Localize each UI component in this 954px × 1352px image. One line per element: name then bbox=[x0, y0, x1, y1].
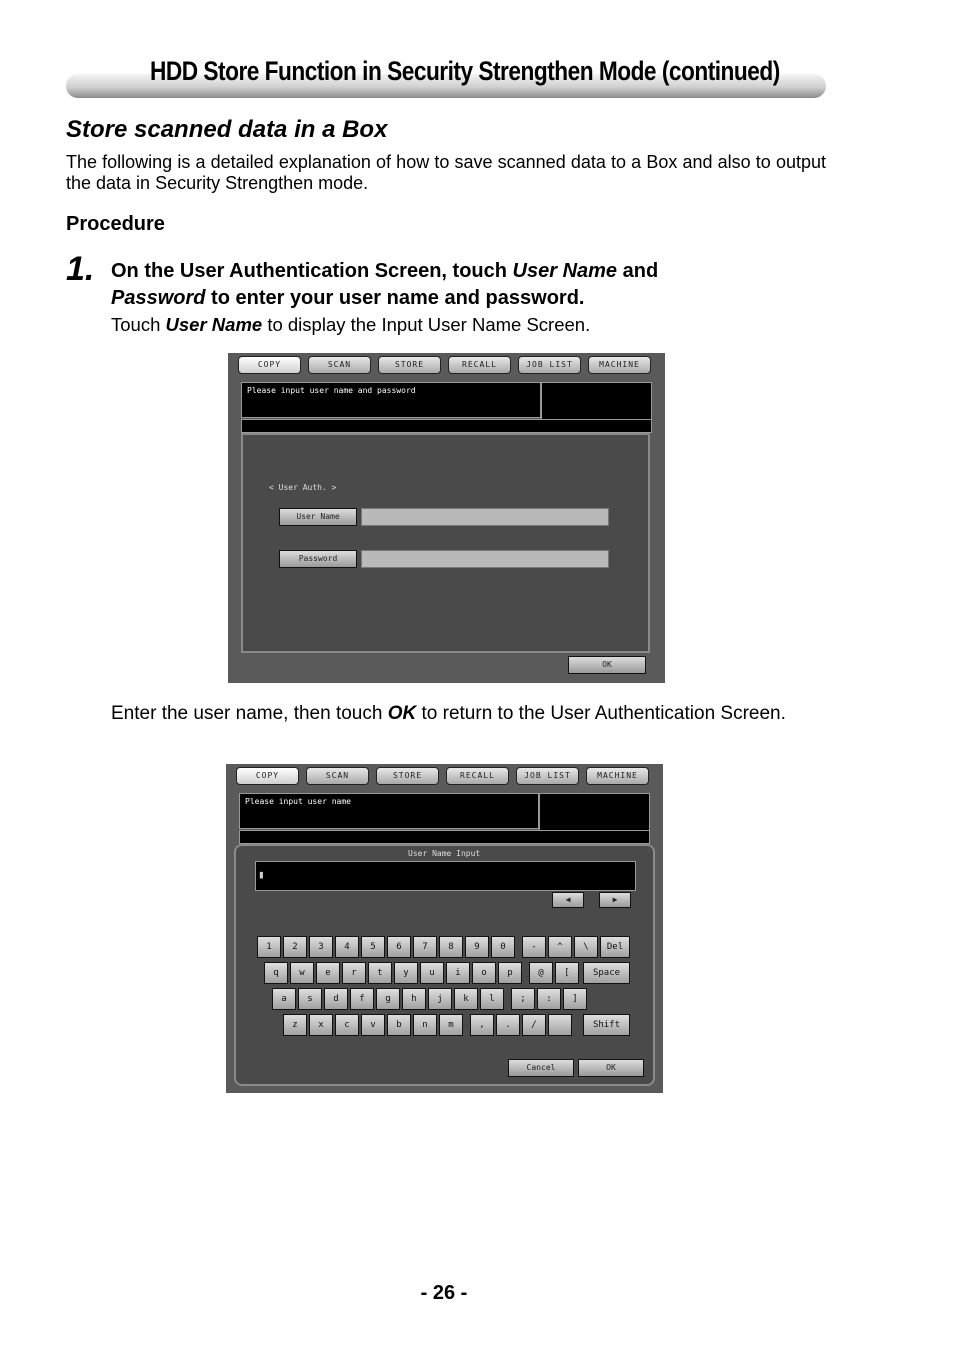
blank-key[interactable] bbox=[548, 1014, 572, 1036]
key[interactable]: r bbox=[342, 962, 366, 984]
password-button[interactable]: Password bbox=[279, 550, 357, 568]
user-name-field[interactable] bbox=[361, 508, 609, 526]
delete-key[interactable]: Del bbox=[600, 936, 630, 958]
key[interactable]: u bbox=[420, 962, 444, 984]
page-number: - 26 - bbox=[420, 1282, 468, 1304]
key[interactable]: l bbox=[480, 988, 504, 1010]
tab-bar-2 bbox=[230, 767, 659, 789]
sub-term-user-name: User Name bbox=[165, 314, 263, 335]
tab-machine[interactable]: MACHINE bbox=[586, 767, 649, 785]
tab-job-list[interactable]: JOB LIST bbox=[518, 356, 581, 374]
key[interactable]: f bbox=[350, 988, 374, 1010]
key[interactable]: : bbox=[537, 988, 561, 1010]
key[interactable]: 4 bbox=[335, 936, 359, 958]
cancel-button[interactable]: Cancel bbox=[508, 1059, 574, 1077]
key[interactable]: 5 bbox=[361, 936, 385, 958]
message-area: Please input user name and password bbox=[241, 382, 541, 418]
key[interactable]: s bbox=[298, 988, 322, 1010]
key[interactable]: , bbox=[470, 1014, 494, 1036]
message-area: Please input user name bbox=[239, 793, 539, 829]
key[interactable]: ^ bbox=[548, 936, 572, 958]
right-arrow-button[interactable]: ▶ bbox=[599, 892, 631, 908]
tab-recall[interactable]: RECALL bbox=[446, 767, 509, 785]
step-subtext bbox=[111, 314, 590, 336]
key[interactable]: q bbox=[264, 962, 288, 984]
key[interactable]: c bbox=[335, 1014, 359, 1036]
para-text: Enter the user name, then touch bbox=[111, 703, 388, 724]
key[interactable]: e bbox=[316, 962, 340, 984]
auth-panel bbox=[241, 433, 650, 653]
key[interactable]: g bbox=[376, 988, 400, 1010]
key[interactable]: m bbox=[439, 1014, 463, 1036]
message-side-area bbox=[541, 382, 652, 420]
message-side-area bbox=[539, 793, 650, 831]
para-text: to return to the User Authentication Screen. bbox=[416, 703, 786, 724]
tab-store[interactable]: STORE bbox=[378, 356, 441, 374]
name-input-field[interactable] bbox=[255, 861, 636, 891]
key[interactable]: . bbox=[496, 1014, 520, 1036]
key[interactable]: 0 bbox=[491, 936, 515, 958]
procedure-heading: Procedure bbox=[66, 213, 165, 235]
key[interactable]: h bbox=[402, 988, 426, 1010]
key[interactable]: - bbox=[522, 936, 546, 958]
status-strip bbox=[241, 419, 652, 433]
key[interactable]: [ bbox=[555, 962, 579, 984]
key[interactable]: \ bbox=[574, 936, 598, 958]
key[interactable]: v bbox=[361, 1014, 385, 1036]
step-text: On the User Authentication Screen, touch bbox=[111, 260, 513, 282]
shift-key[interactable]: Shift bbox=[583, 1014, 630, 1036]
status-strip bbox=[239, 830, 650, 844]
key[interactable]: j bbox=[428, 988, 452, 1010]
key[interactable]: 2 bbox=[283, 936, 307, 958]
space-key[interactable]: Space bbox=[583, 962, 630, 984]
key[interactable]: x bbox=[309, 1014, 333, 1036]
key[interactable]: ] bbox=[563, 988, 587, 1010]
step-term-user-name: User Name bbox=[512, 260, 618, 282]
key[interactable]: i bbox=[446, 962, 470, 984]
key[interactable]: 3 bbox=[309, 936, 333, 958]
user-auth-screen bbox=[228, 353, 665, 683]
key[interactable]: @ bbox=[529, 962, 553, 984]
step-text: to enter your user name and password. bbox=[205, 287, 585, 309]
key[interactable]: o bbox=[472, 962, 496, 984]
panel-title: User Name Input bbox=[408, 849, 481, 858]
key[interactable]: 7 bbox=[413, 936, 437, 958]
ok-button[interactable]: OK bbox=[568, 656, 646, 674]
key[interactable]: b bbox=[387, 1014, 411, 1036]
tab-job-list[interactable]: JOB LIST bbox=[516, 767, 579, 785]
section-title: Store scanned data in a Box bbox=[66, 116, 388, 143]
input-panel bbox=[234, 844, 655, 1086]
sub-text: Touch bbox=[111, 314, 166, 335]
sub-text: to display the Input User Name Screen. bbox=[262, 314, 591, 335]
tab-recall[interactable]: RECALL bbox=[448, 356, 511, 374]
step-term-password: Password bbox=[111, 287, 206, 309]
key[interactable]: w bbox=[290, 962, 314, 984]
tab-machine[interactable]: MACHINE bbox=[588, 356, 651, 374]
tab-scan[interactable]: SCAN bbox=[306, 767, 369, 785]
tab-bar-1 bbox=[232, 356, 661, 378]
key[interactable]: 1 bbox=[257, 936, 281, 958]
key[interactable]: / bbox=[522, 1014, 546, 1036]
key[interactable]: ; bbox=[511, 988, 535, 1010]
left-arrow-button[interactable]: ◀ bbox=[552, 892, 584, 908]
key[interactable]: 6 bbox=[387, 936, 411, 958]
key[interactable]: n bbox=[413, 1014, 437, 1036]
step-instruction bbox=[111, 258, 831, 312]
tab-copy[interactable]: COPY bbox=[236, 767, 299, 785]
para-term-ok: OK bbox=[387, 703, 417, 724]
key[interactable]: 8 bbox=[439, 936, 463, 958]
step-text: and bbox=[617, 260, 659, 282]
password-field[interactable] bbox=[361, 550, 609, 568]
ok-button[interactable]: OK bbox=[578, 1059, 644, 1077]
key[interactable]: a bbox=[272, 988, 296, 1010]
step-number: 1. bbox=[66, 250, 95, 288]
key[interactable]: 9 bbox=[465, 936, 489, 958]
key[interactable]: z bbox=[283, 1014, 307, 1036]
user-name-button[interactable]: User Name bbox=[279, 508, 357, 526]
tab-scan[interactable]: SCAN bbox=[308, 356, 371, 374]
text-cursor: ▮ bbox=[258, 868, 265, 881]
page-title: HDD Store Function in Security Strengthen Mode (continued) bbox=[150, 56, 780, 86]
key[interactable]: y bbox=[394, 962, 418, 984]
user-auth-label: < User Auth. > bbox=[269, 483, 337, 492]
user-name-input-screen bbox=[226, 764, 663, 1093]
key[interactable]: t bbox=[368, 962, 392, 984]
key[interactable]: k bbox=[454, 988, 478, 1010]
tab-store[interactable]: STORE bbox=[376, 767, 439, 785]
tab-copy[interactable]: COPY bbox=[238, 356, 301, 374]
key[interactable]: d bbox=[324, 988, 348, 1010]
intro-paragraph: The following is a detailed explanation of how to save scanned data to a Box and also to output the data in Security Strengthen mode. bbox=[66, 152, 826, 193]
key[interactable]: p bbox=[498, 962, 522, 984]
step-paragraph bbox=[111, 703, 825, 725]
